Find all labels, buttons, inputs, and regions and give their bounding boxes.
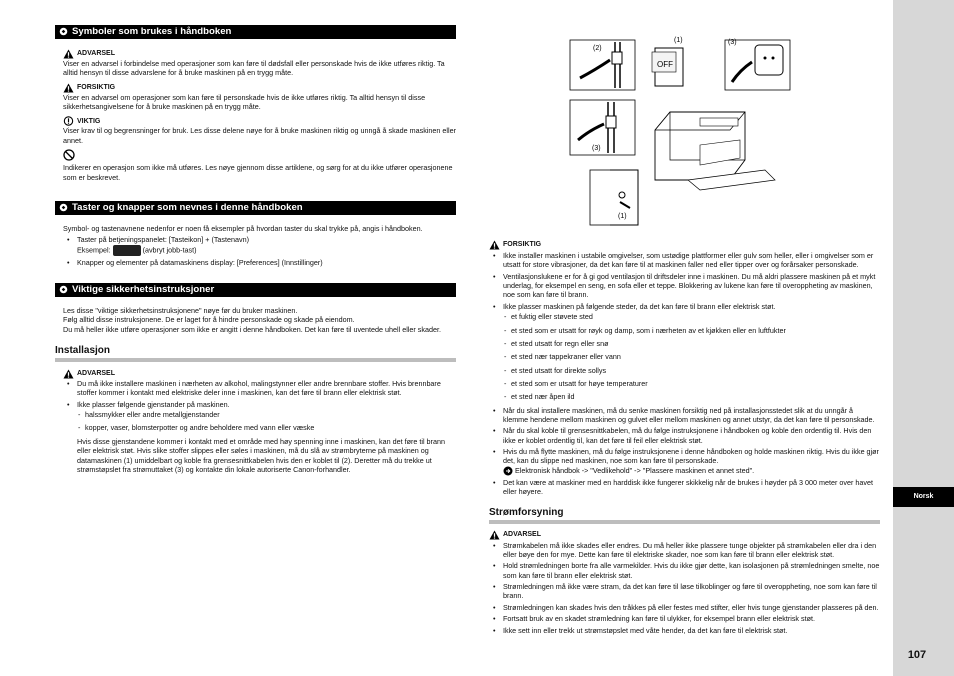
dash-item: - et fuktig eller støvete sted: [511, 312, 880, 321]
off-label: OFF: [657, 60, 673, 69]
callout-label: (2): [593, 45, 602, 52]
dash-item: - et sted utsatt for direkte sollys: [511, 366, 880, 375]
section-title: Symboler som brukes i håndboken: [72, 26, 232, 37]
warning-text: Viser en advarsel i forbindelse med operasjoner som kan føre til dødsfall eller personskade hvis de ikke utføres riktig. Ta alltid hensyn til disse advarslene for å bruke maskinen på en trygg måte.: [63, 59, 445, 78]
warning-label: ADVARSEL: [63, 49, 456, 59]
right-column: [489, 240, 880, 637]
safety-para: Les disse "viktige sikkerhetsinstruksjonene" nøye før du bruker maskinen.: [63, 305, 298, 315]
dash-item: - halssmykker eller andre metallgjenstander: [85, 410, 456, 419]
list-item: • Ikke plasser maskinen på følgende steder, da det kan føre til brann eller elektrisk støt. - et fuktig eller støvete sted - et sted som er utsatt for røyk og damp, som i nærheten av et kjøkken eller en luftfukter - et sted utsatt for regn eller snø - et sted nær tappekraner eller vann - et sted utsatt for direkte sollys - et sted som er utsatt for høye temperaturer - et sted nær åpen ild: [503, 302, 880, 402]
section-bullet-icon: [59, 203, 68, 212]
callout-label: (1): [674, 37, 683, 44]
section-title: Viktige sikkerhetsinstruksjoner: [72, 283, 215, 295]
warning-triangle-icon: [489, 530, 500, 540]
list-item: • Det kan være at maskiner med en harddisk ikke fungerer skikkelig når de brukes i høyder på 3 000 meter over havet eller høyere.: [503, 478, 880, 497]
language-tab[interactable]: Norsk: [893, 487, 954, 507]
page-number: 107: [907, 649, 927, 661]
section-header-symbols: [55, 25, 456, 39]
dash-item: - kopper, vaser, blomsterpotter og andre beholdere med vann eller væske: [85, 423, 456, 432]
list-item: • Når du skal koble til grensesnittkabelen, må du følge instruksjonene i håndboken og koble den ordentlig til. Hvis den ikke er koblet ordentlig til, kan det føre til feil eller elektrisk støt.: [503, 426, 880, 445]
warning-label: ADVARSEL: [63, 369, 456, 379]
warning-triangle-icon: [63, 369, 74, 379]
callout-label: (3): [728, 39, 737, 46]
caution-label: FORSIKTIG: [489, 240, 880, 250]
left-column: [55, 25, 456, 476]
callout-label: (3): [592, 145, 601, 152]
manual-reference-icon: [503, 466, 513, 476]
list-item: • Ikke sett inn eller trekk ut strømstøpslet med våte hender, da det kan føre til elektrisk støt.: [503, 626, 880, 635]
list-item: • Ventilasjonslukene er for å gi god ventilasjon til driftsdeler inne i maskinen. Du må aldri plassere maskinen på et mykt underlag, for eksempel en seng, en sofa eller et teppe. Blokkering av lukene kan føre til overoppheting av maskinen, noe som kan føre til brann.: [503, 272, 880, 300]
keys-intro: Symbol- og tastenavnene nedenfor er noen få eksempler på hvordan taster du skal trykke på, angis i håndboken.: [63, 223, 423, 233]
caution-triangle-icon: [63, 83, 74, 93]
list-item: • Strømledningen må ikke være stram, da det kan føre til løse tilkoblinger og føre til overoppheting, noe som kan føre til brann.: [503, 582, 880, 601]
prohibited-icon: [63, 149, 75, 161]
list-item: • Knapper og elementer på datamaskinens display: [Preferences] (Innstillinger): [77, 258, 456, 267]
section-title: Taster og knapper som nevnes i denne håndboken: [72, 201, 303, 213]
section-header-safety: [55, 283, 456, 297]
dash-item: - et sted nær tappekraner eller vann: [511, 352, 880, 361]
list-item: • Hold strømledningen borte fra alle varmekilder. Hvis du ikke gjør dette, kan isolasjonen på strømledningen smelte, noe som kan føre til brann eller elektrisk støt.: [503, 561, 880, 580]
list-item: • Fortsatt bruk av en skadet strømledning kan føre til ulykker, for eksempel brann eller elektrisk støt.: [503, 614, 880, 623]
installation-heading: Installasjon: [55, 345, 456, 362]
warning-triangle-icon: [63, 49, 74, 59]
list-item: • Taster på betjeningspanelet: [Tasteikon] + (Tastenavn) Eksempel: (avbryt jobb-tast): [77, 235, 456, 255]
dash-item: - et sted som er utsatt for røyk og damp, som i nærheten av et kjøkken eller en luftfukter: [511, 326, 880, 335]
list-item: • Ikke installer maskinen i ustabile omgivelser, som ustødige plattformer eller gulv som heller, eller i omgivelser som er utsatt for store vibrasjoner, da det kan føre til at maskinen faller ned eller tipper over og forårsaker personskade.: [503, 251, 880, 270]
list-item: • Strømkabelen må ikke skades eller endres. Du må heller ikke plassere tunge objekter på strømkabelen eller dra i den eller bøye den for mye. Dette kan føre til elektriske skader, noe som kan føre til brann eller elektrisk støt.: [503, 541, 880, 560]
list-item: • Hvis du må flytte maskinen, må du følge instruksjonene i denne håndboken og holde maskinen riktig. Hvis du ikke gjør det, kan du slippe ned maskinen, noe som kan føre til personskade. Elektronisk håndbok -> "Vedlikehold" -> "Plassere maskinen et annet sted".: [503, 447, 880, 476]
stop-key-icon: [113, 245, 141, 256]
list-item: • Du må ikke installere maskinen i nærheten av alkohol, malingstynner eller andre brennbare stoffer. Hvis brennbare stoffer kommer i kontakt med elektriske deler inne i maskinen, kan det føre til brann eller elektrisk støt.: [77, 379, 456, 398]
important-text: Viser krav til og begrensninger for bruk. Les disse delene nøye for å bruke maskinen riktig og unngå å skade maskinen eller annet.: [63, 126, 456, 145]
list-item: • Ikke plasser følgende gjenstander på maskinen. - halssmykker eller andre metallgjenstander - kopper, vaser, blomsterpotter og andre beholdere med vann eller væske Hvis disse gjenstandene kommer i kontakt med et område med høy spenning inne i maskinen, kan det føre til brann eller elektrisk støt. Hvis slike stoffer slippes eller søles i maskinen, må du slå av strømbryterne på maskinen og datamaskinen (1) umiddelbart og koble fra grensesnittkabelen hvis den er koblet til (2). Deretter må du trekke ut strømstøpslet fra strømuttaket (3) og kontakte din lokale autoriserte Canon-forhandler.: [77, 400, 456, 475]
section-bullet-icon: [59, 285, 68, 294]
prohibited-text: Indikerer en operasjon som ikke må utføres. Les nøye gjennom disse artiklene, og sørg for at du ikke utfører operasjonene som er beskrevet.: [63, 163, 453, 182]
power-supply-heading: Strømforsyning: [489, 507, 880, 524]
caution-label: FORSIKTIG: [63, 83, 456, 93]
sidebar: [893, 0, 954, 676]
safety-para: Du må heller ikke utføre operasjoner som ikke er angitt i denne håndboken. Det kan føre til uventede uhell eller skader.: [63, 324, 441, 334]
caution-triangle-icon: [489, 240, 500, 250]
dash-item: - et sted som er utsatt for høye temperaturer: [511, 379, 880, 388]
important-icon: [63, 116, 74, 126]
dash-item: - et sted nær åpen ild: [511, 392, 880, 401]
section-header-keys: [55, 201, 456, 215]
callout-label: (1): [618, 213, 627, 220]
warning-label: ADVARSEL: [489, 530, 880, 540]
section-bullet-icon: [59, 27, 68, 36]
safety-para: Følg alltid disse instruksjonene. De er laget for å hindre personskade og skade på eiendom.: [63, 315, 355, 325]
installation-illustration: [560, 30, 880, 232]
dash-item: - et sted utsatt for regn eller snø: [511, 339, 880, 348]
list-item: • Strømledningen kan skades hvis den tråkkes på eller festes med stifter, eller hvis tunge gjenstander plasseres på den.: [503, 603, 880, 612]
list-item: • Når du skal installere maskinen, må du senke maskinen forsiktig ned på installasjonsstedet slik at du unngår å klemme hendene mellom maskinen og gulvet eller mellom maskinen og annet utstyr, da det kan føre til personskade.: [503, 406, 880, 425]
important-label: VIKTIG: [63, 116, 456, 126]
caution-text: Viser en advarsel om operasjoner som kan føre til personskade hvis de ikke utføres riktig. Ta alltid hensyn til disse sikkerhetsangivelsene for å bruke maskinen på en trygg måte.: [63, 92, 426, 112]
